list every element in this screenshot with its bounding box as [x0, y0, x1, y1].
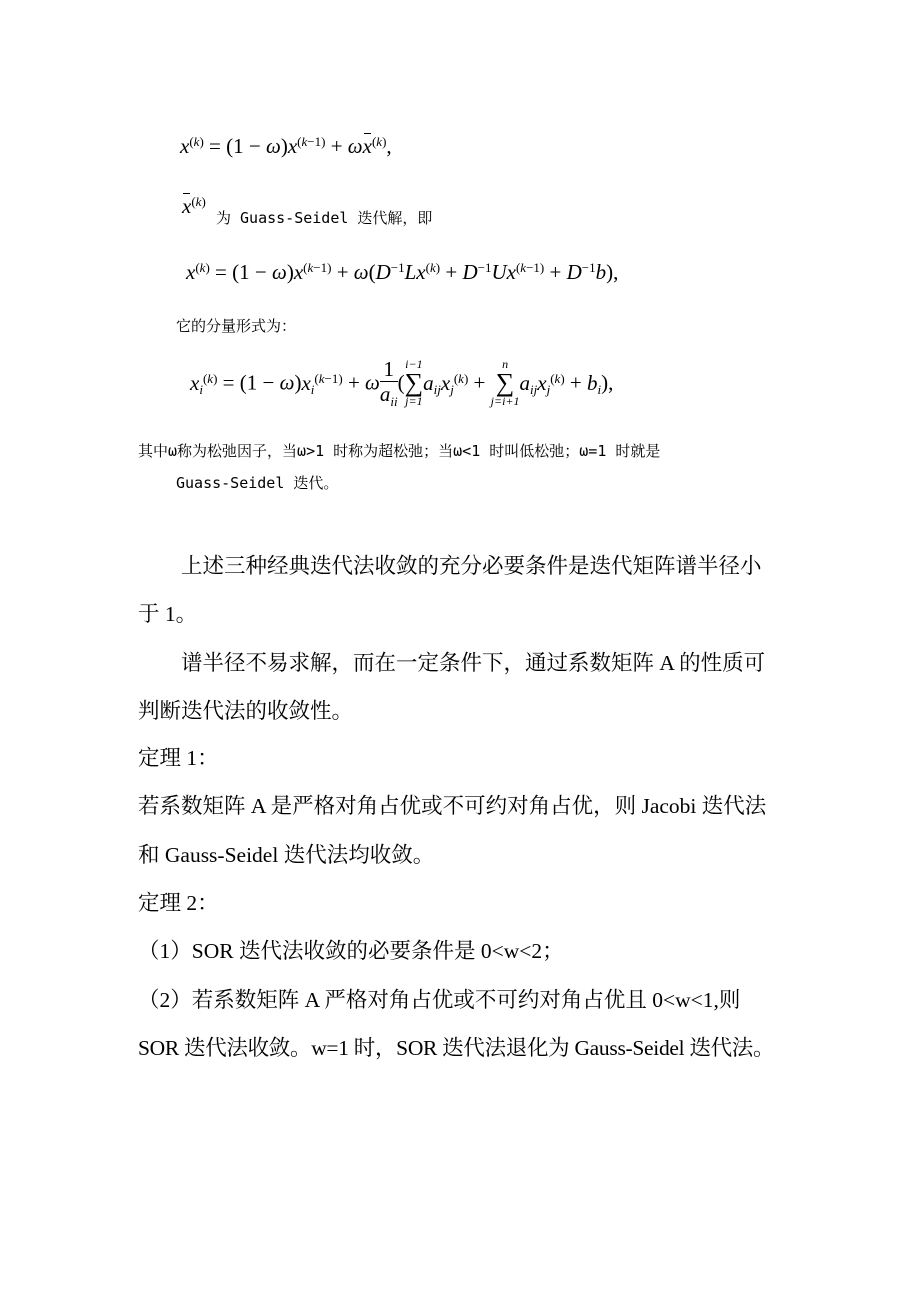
xbar-symbol: $x^{(k)}$ [182, 193, 206, 218]
formula-sor-component: $x_i^{(k)} = (1 - \omega)x_i^{(k-1)} + \omega$ $\frac{1}{a_{ii}}$ ( i−1 ∑ j=1 $a_{ij}x_j^{(k)}$ + n ∑ j=i+1 $a_{ij}x_j^{(k)} + b_i$), [190, 357, 614, 409]
theorem2-title: 定理 2： [138, 891, 219, 915]
paragraph-spectral-line2: 判断迭代法的收敛性。 [138, 699, 354, 723]
theorem1-line2: 和 Gauss-Seidel 迭代法均收敛。 [138, 843, 435, 867]
paragraph-convergence-line2: 于 1。 [138, 602, 198, 626]
component-form-label: 它的分量形式为： [176, 317, 297, 335]
omega-note-line1: 其中ω称为松弛因子，当ω>1 时称为超松弛；当ω<1 时叫低松弛；ω=1 时就是 [138, 442, 661, 460]
theorem2-item2-line2: SOR 迭代法收敛。w=1 时，SOR 迭代法退化为 Gauss-Seidel 迭代法。 [138, 1036, 775, 1060]
theorem2-item2-line1: （2）若系数矩阵 A 严格对角占优或不可约对角占优且 0<w<1,则 [138, 988, 741, 1012]
theorem1-title: 定理 1： [138, 746, 219, 770]
omega-note-line2: Guass-Seidel 迭代。 [176, 474, 339, 492]
xbar-description: 为 Guass-Seidel 迭代解，即 [216, 209, 433, 227]
formula-sor-matrix: $x^{(k)} = (1 - \omega)x^{(k-1)} + \omega(D^{-1}Lx^{(k)} + D^{-1}Ux^{(k-1)} + D^{-1}b)$, [186, 259, 619, 284]
paragraph-convergence-line1: 上述三种经典迭代法收敛的充分必要条件是迭代矩阵谱半径小 [181, 554, 762, 578]
theorem2-item1: （1）SOR 迭代法收敛的必要条件是 0<w<2； [138, 939, 564, 963]
formula-sor-vector: $x^{(k)} = (1 - \omega)x^{(k-1)} + \omega x^{(k)}$, [180, 133, 392, 158]
paragraph-spectral-line1: 谱半径不易求解，而在一定条件下，通过系数矩阵 A 的性质可 [181, 651, 766, 675]
theorem1-line1: 若系数矩阵 A 是严格对角占优或不可约对角占优，则 Jacobi 迭代法 [138, 794, 767, 818]
